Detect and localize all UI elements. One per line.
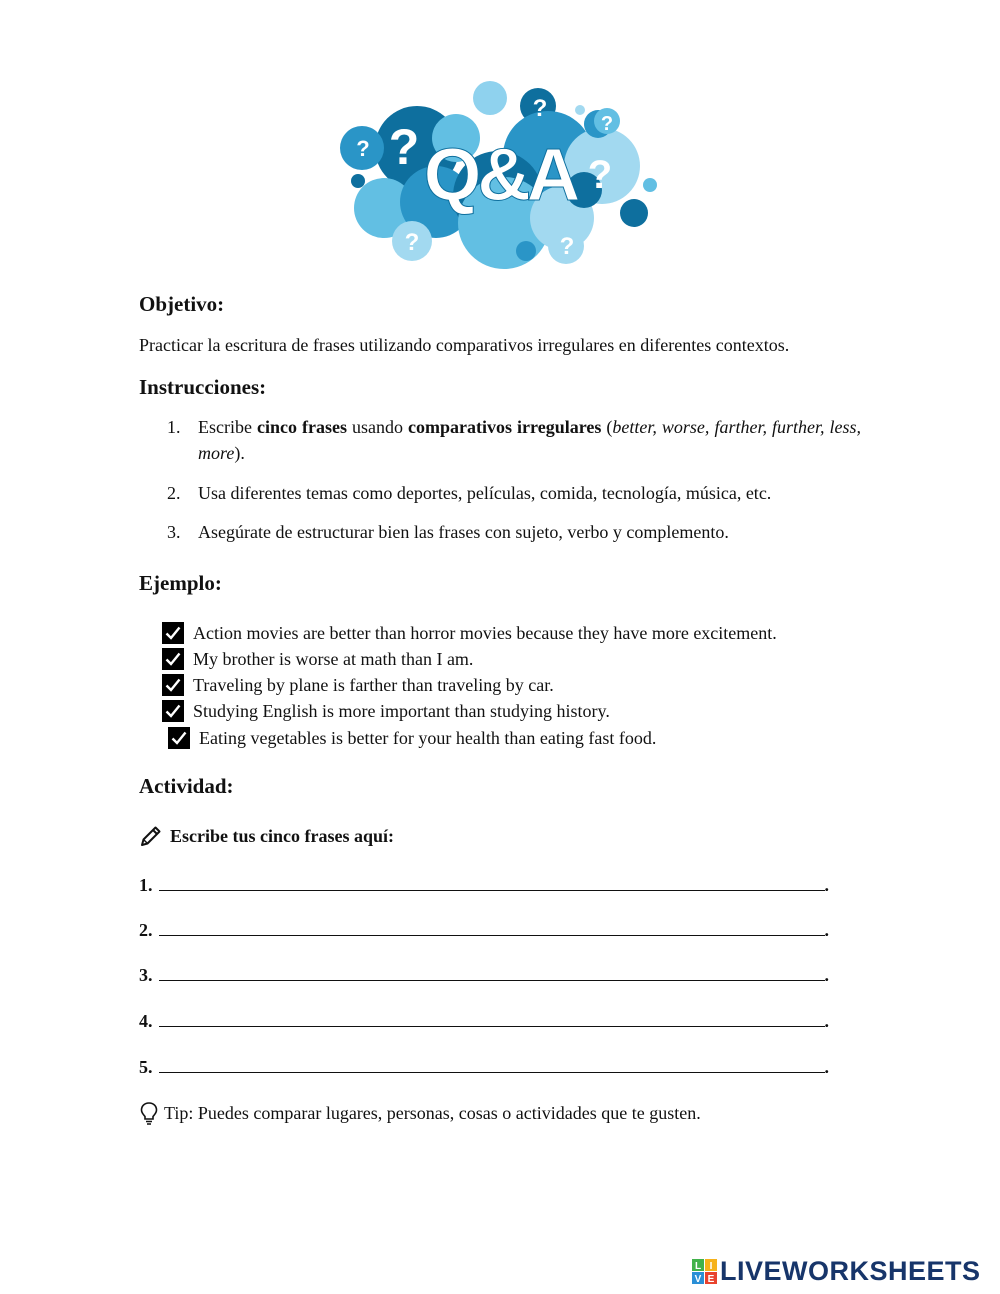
ejemplo-heading: Ejemplo: (139, 571, 222, 595)
question-mark-icon: ? (388, 119, 420, 175)
instruction-text: ( (601, 417, 613, 437)
answer-end: . (824, 1011, 829, 1031)
question-mark-icon: ? (587, 153, 613, 197)
answer-input[interactable] (159, 1052, 825, 1073)
example-text: My brother is worse at math than I am. (193, 648, 474, 669)
answer-input[interactable] (159, 870, 825, 891)
instruction-text: Asegúrate de estructurar bien las frases con sujeto, verbo y complemento. (198, 522, 729, 542)
question-mark-icon: ? (600, 113, 614, 135)
answer-input[interactable] (159, 915, 825, 936)
instruction-text: ). (234, 443, 245, 463)
objetivo-heading: Objetivo: (139, 292, 225, 316)
activity-prompt-text: Escribe tus cinco frases aquí: (170, 825, 394, 846)
instruction-bold: cinco frases (257, 417, 347, 437)
instructions-list (139, 414, 861, 545)
instruction-item (139, 480, 861, 506)
instruction-text: Escribe (198, 417, 257, 437)
answer-line (139, 1052, 829, 1078)
answer-end: . (824, 965, 829, 985)
answer-end: . (824, 875, 829, 895)
question-mark-icon: ? (532, 95, 548, 122)
tip-text: Tip: Puedes comparar lugares, personas, cosas o actividades que te gusten. (164, 1102, 701, 1123)
brand-letter: V (694, 1273, 702, 1285)
question-mark-icon: ? (559, 233, 575, 260)
check-icon (168, 727, 190, 749)
check-icon (162, 674, 184, 696)
instruction-number: 1. (167, 417, 181, 437)
example-item (162, 622, 777, 644)
instruction-text: Usa diferentes temas como deportes, películas, comida, tecnología, música, etc. (198, 483, 772, 503)
brand-letter: I (709, 1260, 713, 1272)
answer-line (139, 870, 829, 896)
answer-input[interactable] (159, 960, 825, 981)
tip (139, 1101, 701, 1125)
example-item (168, 727, 656, 749)
answer-number: 1. (139, 875, 153, 895)
activity-prompt (139, 824, 394, 848)
answer-line (139, 960, 829, 986)
question-mark-icon: ? (356, 136, 370, 161)
answer-number: 2. (139, 920, 153, 940)
instruction-item (139, 414, 861, 466)
actividad-heading: Actividad: (139, 774, 234, 798)
instruction-text: usando (347, 417, 409, 437)
answer-number: 3. (139, 965, 153, 985)
answer-line (139, 1006, 829, 1032)
example-text: Traveling by plane is farther than traveling by car. (193, 674, 554, 695)
example-text: Studying English is more important than studying history. (193, 700, 610, 721)
check-icon (162, 700, 184, 722)
instruction-bold: comparativos irregulares (408, 417, 602, 437)
answer-number: 5. (139, 1057, 153, 1077)
instruction-number: 2. (167, 483, 181, 503)
brand-icon (692, 1259, 718, 1285)
example-text: Action movies are better than horror movies because they have more excitement. (193, 622, 777, 643)
logo-title: Q&A (423, 133, 577, 216)
qa-logo (330, 78, 670, 273)
answer-end: . (824, 920, 829, 940)
lightbulb-icon (139, 1101, 159, 1125)
check-icon (162, 648, 184, 670)
check-icon (162, 622, 184, 644)
example-item (162, 674, 554, 696)
instruction-item (139, 519, 861, 545)
example-text: Eating vegetables is better for your health than eating fast food. (199, 727, 657, 748)
answer-number: 4. (139, 1011, 153, 1031)
brand-letter: L (694, 1260, 702, 1272)
question-mark-icon: ? (404, 229, 420, 256)
pencil-icon (139, 824, 163, 848)
answer-line (139, 915, 829, 941)
brand-name: LIVEWORKSHEETS (720, 1256, 981, 1286)
instruction-number: 3. (167, 522, 181, 542)
objetivo-text: Practicar la escritura de frases utilizando comparativos irregulares en diferentes contextos. (139, 335, 790, 355)
liveworksheets-logo (692, 1256, 981, 1287)
example-item (162, 700, 610, 722)
brand-letter: E (707, 1273, 715, 1285)
answer-end: . (824, 1057, 829, 1077)
example-item (162, 648, 473, 670)
instruction-italic: better, worse, farther, further, less, more (198, 417, 862, 463)
instrucciones-heading: Instrucciones: (139, 375, 267, 399)
answer-input[interactable] (159, 1006, 825, 1027)
